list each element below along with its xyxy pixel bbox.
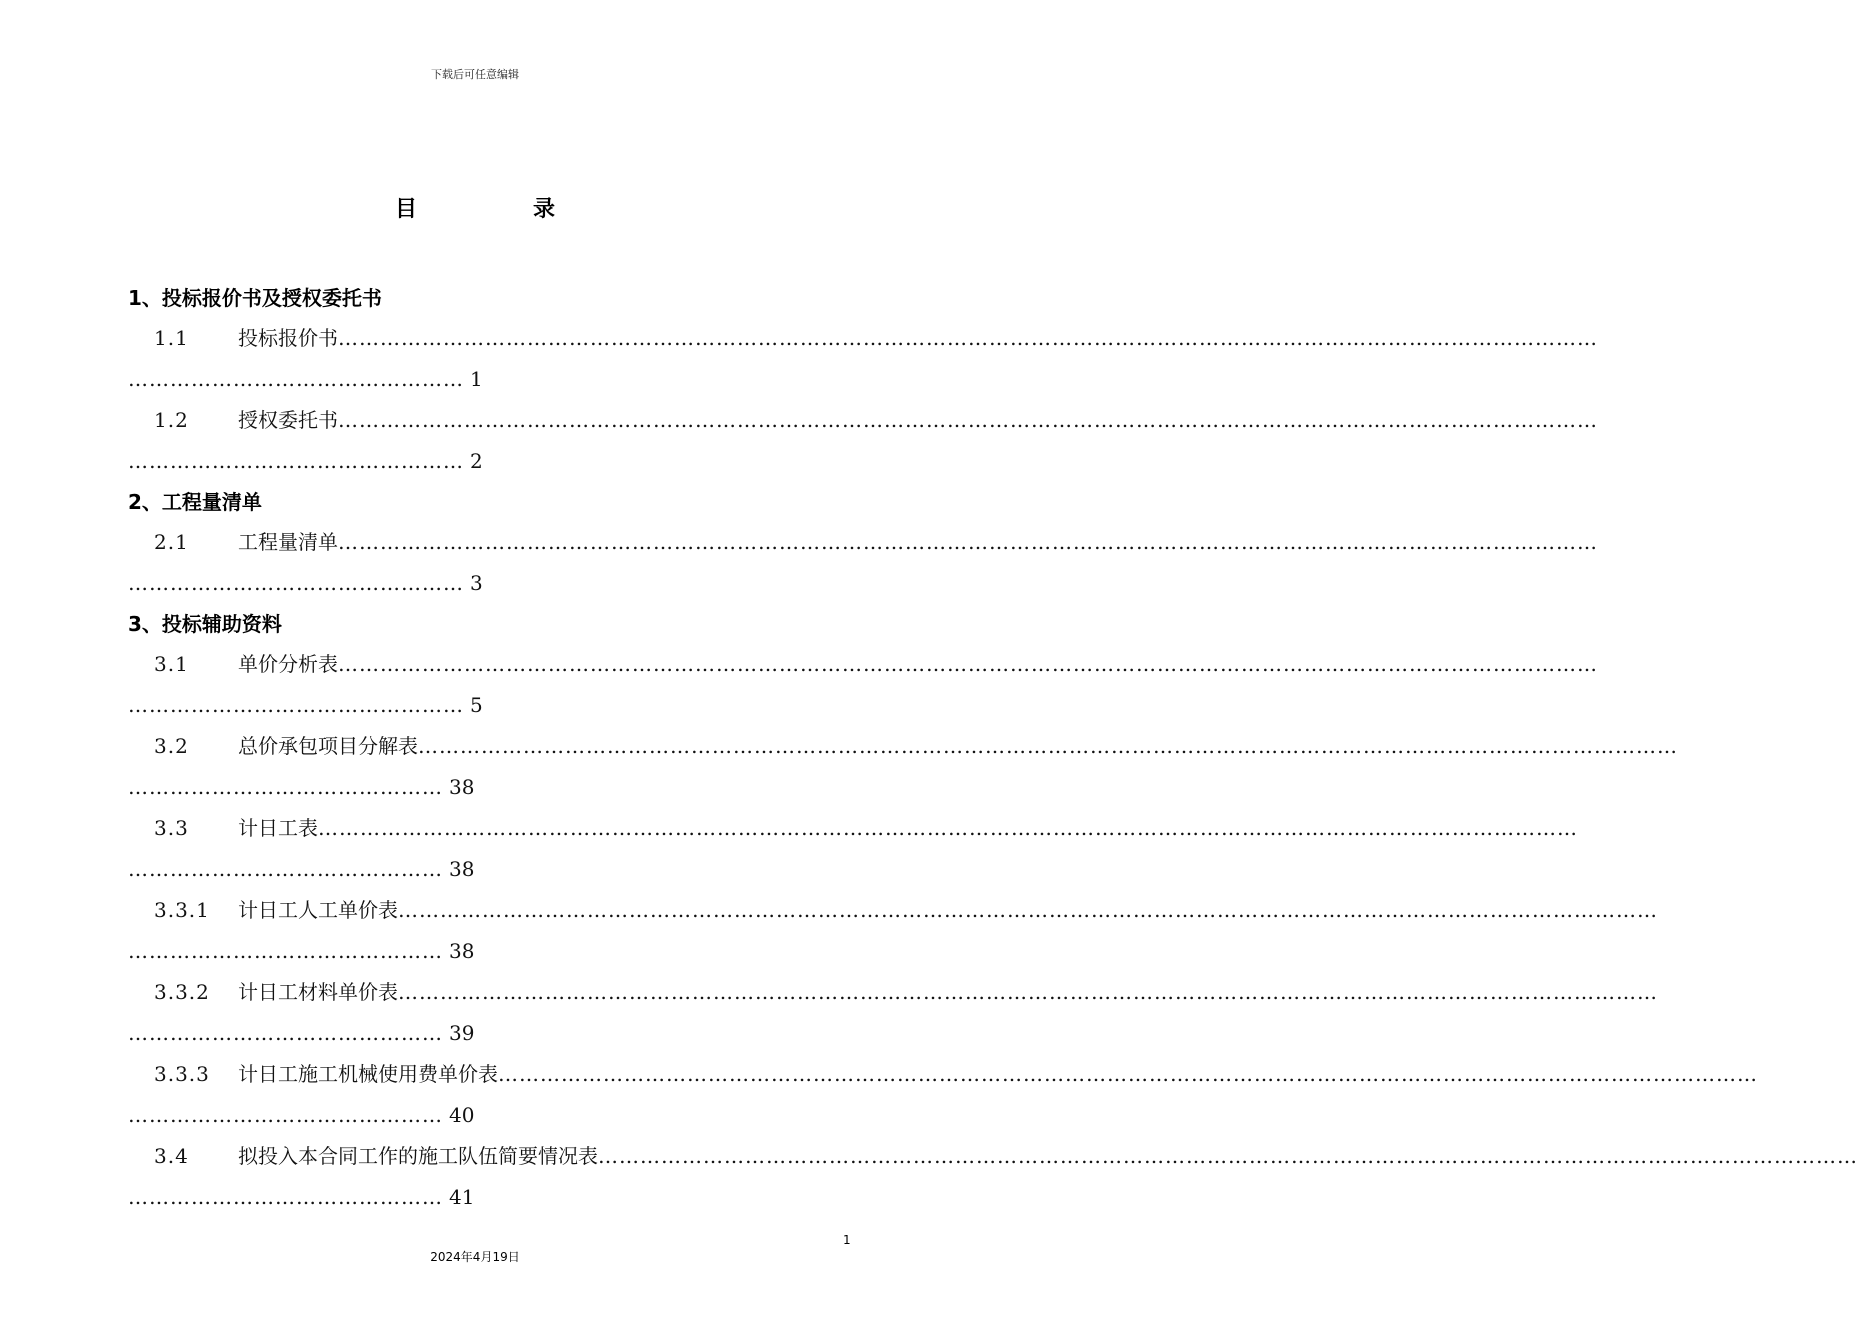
toc-entry-text: 拟投入本合同工作的施工队伍简要情况表 bbox=[238, 1144, 598, 1168]
toc-leader-dots: ……………………………………………………………………………………………………………………………………………………………… bbox=[338, 326, 1598, 350]
toc-leader-dots: ……………………………………… bbox=[128, 857, 443, 881]
toc-entry-number: 3.3.2 bbox=[154, 980, 210, 1004]
toc-section-heading[interactable]: 3、投标辅助资料 bbox=[128, 612, 282, 636]
toc-entry-page: 3 bbox=[470, 571, 483, 595]
toc-leader-dots: ……………………………………………………………………………………………………………………………………………………………… bbox=[338, 408, 1598, 432]
toc-entry-page: 2 bbox=[470, 449, 483, 473]
toc-entry-page: 38 bbox=[449, 775, 475, 799]
toc-leader-dots: ……………………………………………………………………………………………………………………………………………………………… bbox=[498, 1062, 1758, 1086]
toc-leader-dots: ……………………………………………………………………………………………………………………………………………………………… bbox=[418, 734, 1678, 758]
toc-leader-dots: ……………………………………………………………………………………………………………………………………………………………… bbox=[598, 1144, 1858, 1168]
toc-entry-page: 38 bbox=[449, 857, 475, 881]
toc-entry-text: 计日工施工机械使用费单价表 bbox=[238, 1062, 498, 1086]
toc-entry[interactable] bbox=[128, 400, 1598, 482]
toc-entry[interactable] bbox=[128, 972, 1658, 1054]
toc-leader-dots: ……………………………………… bbox=[128, 1021, 443, 1045]
toc-entry-number: 2.1 bbox=[154, 530, 189, 554]
toc-title-left: 目 bbox=[394, 197, 417, 222]
toc-entry[interactable] bbox=[128, 890, 1658, 972]
toc-entry-number: 3.3.1 bbox=[154, 898, 210, 922]
toc-leader-dots: ……………………………………………………………………………………………………………………………………………………………… bbox=[338, 530, 1598, 554]
toc-entry-number: 3.3 bbox=[154, 816, 189, 840]
toc-entry-number: 3.4 bbox=[154, 1144, 189, 1168]
table-of-contents bbox=[128, 278, 1858, 1218]
toc-title bbox=[0, 192, 950, 223]
toc-entry-text: 工程量清单 bbox=[238, 530, 338, 554]
toc-leader-dots: ……………………………………… bbox=[128, 939, 443, 963]
toc-entry[interactable] bbox=[128, 1054, 1758, 1136]
toc-entry-text: 总价承包项目分解表 bbox=[238, 734, 418, 758]
toc-leader-dots: ………………………………………… bbox=[128, 693, 464, 717]
toc-entry-number: 1.1 bbox=[154, 326, 189, 350]
toc-section-heading[interactable]: 2、工程量清单 bbox=[128, 490, 262, 514]
toc-entry-page: 39 bbox=[449, 1021, 475, 1045]
toc-entry-text: 计日工表 bbox=[238, 816, 318, 840]
toc-leader-dots: ………………………………………… bbox=[128, 571, 464, 595]
toc-entry[interactable] bbox=[128, 1136, 1858, 1218]
toc-leader-dots: ……………………………………………………………………………………………………………………………………………………………… bbox=[318, 816, 1578, 840]
toc-leader-dots: ……………………………………………………………………………………………………………………………………………………………… bbox=[338, 652, 1598, 676]
toc-leader-dots: ……………………………………………………………………………………………………………………………………………………………… bbox=[398, 898, 1658, 922]
toc-entry-number: 3.2 bbox=[154, 734, 189, 758]
toc-entry-page: 38 bbox=[449, 939, 475, 963]
toc-entry[interactable] bbox=[128, 318, 1598, 400]
toc-leader-dots: ……………………………………………………………………………………………………………………………………………………………… bbox=[398, 980, 1658, 1004]
toc-entry[interactable] bbox=[128, 522, 1598, 604]
toc-entry-text: 计日工人工单价表 bbox=[238, 898, 398, 922]
page-number: 1 bbox=[843, 1233, 851, 1247]
page-header: 下载后可任意编辑 bbox=[431, 68, 519, 81]
toc-entry-number: 1.2 bbox=[154, 408, 189, 432]
toc-leader-dots: ……………………………………… bbox=[128, 775, 443, 799]
toc-entry[interactable] bbox=[128, 726, 1678, 808]
toc-leader-dots: ……………………………………… bbox=[128, 1185, 443, 1209]
toc-section-heading[interactable]: 1、投标报价书及授权委托书 bbox=[128, 286, 382, 310]
toc-entry-page: 40 bbox=[449, 1103, 475, 1127]
toc-entry-text: 授权委托书 bbox=[238, 408, 338, 432]
toc-entry-text: 单价分析表 bbox=[238, 652, 338, 676]
toc-entry-text: 计日工材料单价表 bbox=[238, 980, 398, 1004]
toc-entry-text: 投标报价书 bbox=[238, 326, 338, 350]
toc-entry-page: 1 bbox=[470, 367, 483, 391]
toc-entry-page: 41 bbox=[449, 1185, 475, 1209]
toc-leader-dots: ………………………………………… bbox=[128, 367, 464, 391]
toc-title-right: 录 bbox=[533, 197, 556, 222]
toc-entry[interactable] bbox=[128, 644, 1598, 726]
footer-date: 2024年4月19日 bbox=[430, 1250, 520, 1264]
toc-entry[interactable] bbox=[128, 808, 1578, 890]
toc-entry-page: 5 bbox=[470, 693, 483, 717]
toc-entry-number: 3.1 bbox=[154, 652, 189, 676]
toc-leader-dots: ……………………………………… bbox=[128, 1103, 443, 1127]
toc-leader-dots: ………………………………………… bbox=[128, 449, 464, 473]
toc-entry-number: 3.3.3 bbox=[154, 1062, 210, 1086]
